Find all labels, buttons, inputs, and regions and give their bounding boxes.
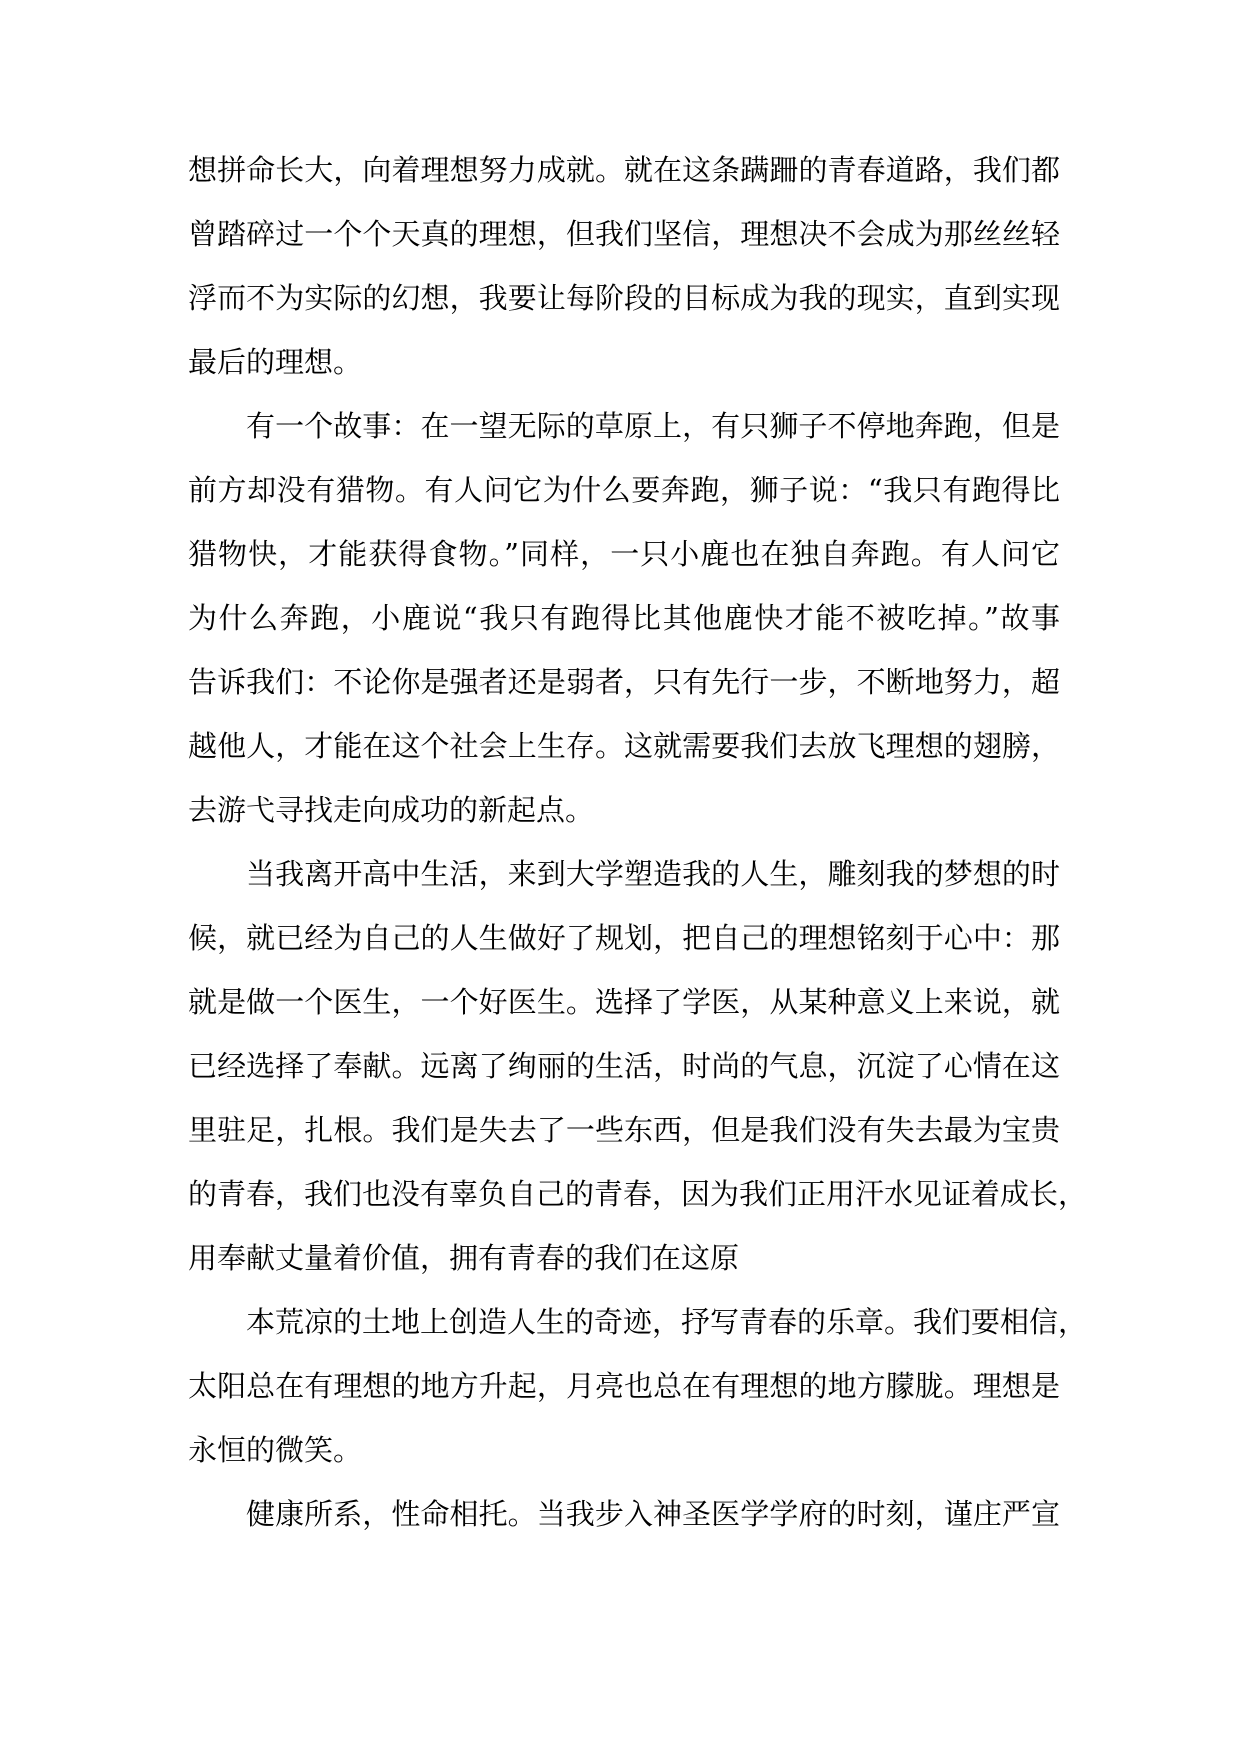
text-line: 告诉我们：不论你是强者还是弱者，只有先行一步，不断地努力，超 — [188, 665, 1060, 699]
text-line: 猎物快，才能获得食物。”同样，一只小鹿也在独自奔跑。有人问它 — [188, 537, 1060, 571]
text-line: 里驻足，扎根。我们是失去了一些东西，但是我们没有失去最为宝贵 — [188, 1113, 1060, 1147]
text-line: 就是做一个医生，一个好医生。选择了学医，从某种意义上来说，就 — [188, 985, 1060, 1019]
text-line: 曾踏碎过一个个天真的理想，但我们坚信，理想决不会成为那丝丝轻 — [188, 217, 1060, 251]
text-line: 想拼命长大，向着理想努力成就。就在这条蹒跚的青春道路，我们都 — [188, 153, 1060, 187]
text-line: 去游弋寻找走向成功的新起点。 — [188, 793, 595, 827]
text-line: 本荒凉的土地上创造人生的奇迹，抒写青春的乐章。我们要相信， — [246, 1305, 1088, 1339]
text-line: 的青春，我们也没有辜负自己的青春，因为我们正用汗水见证着成长， — [188, 1177, 1088, 1211]
text-line: 最后的理想。 — [188, 345, 363, 379]
text-line: 为什么奔跑，小鹿说“我只有跑得比其他鹿快才能不被吃掉。”故事 — [188, 601, 1060, 635]
text-line: 候，就已经为自己的人生做好了规划，把自己的理想铭刻于心中：那 — [188, 921, 1060, 955]
text-line: 永恒的微笑。 — [188, 1433, 363, 1467]
text-line: 浮而不为实际的幻想，我要让每阶段的目标成为我的现实，直到实现 — [188, 281, 1060, 315]
text-line: 越他人，才能在这个社会上生存。这就需要我们去放飞理想的翅膀， — [188, 729, 1060, 763]
text-line: 太阳总在有理想的地方升起，月亮也总在有理想的地方朦胧。理想是 — [188, 1369, 1060, 1403]
text-line: 健康所系，性命相托。当我步入神圣医学学府的时刻，谨庄严宣 — [246, 1497, 1060, 1531]
text-line: 前方却没有猎物。有人问它为什么要奔跑，狮子说：“我只有跑得比 — [188, 473, 1060, 507]
text-line: 用奉献丈量着价值，拥有青春的我们在这原 — [188, 1241, 740, 1275]
text-line: 已经选择了奉献。远离了绚丽的生活，时尚的气息，沉淀了心情在这 — [188, 1049, 1060, 1083]
text-line: 当我离开高中生活，来到大学塑造我的人生，雕刻我的梦想的时 — [246, 857, 1060, 891]
document-body — [188, 153, 1088, 1562]
text-line: 有一个故事：在一望无际的草原上，有只狮子不停地奔跑，但是 — [246, 409, 1060, 443]
